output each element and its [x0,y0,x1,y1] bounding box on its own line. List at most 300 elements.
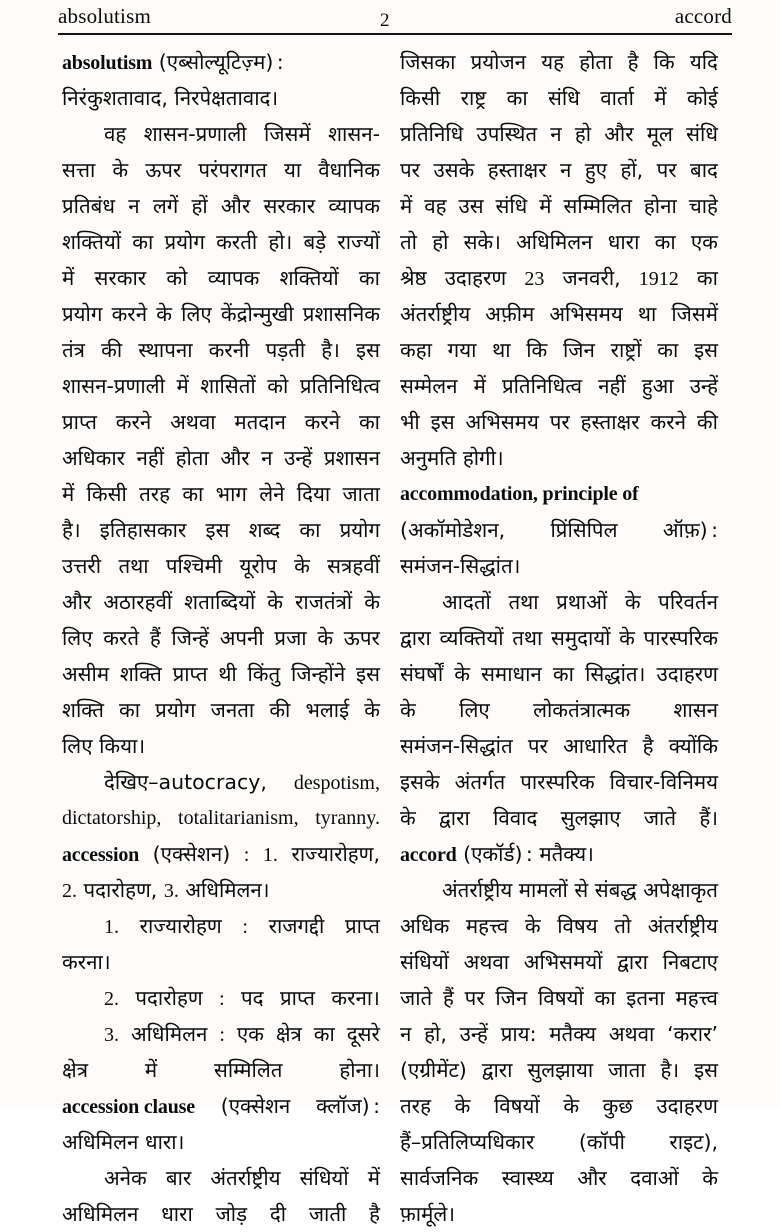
devanagari-text: क्षेत्र [62,1058,89,1082]
devanagari-text: कि [526,338,548,362]
devanagari-text: एक [690,230,718,254]
devanagari-text: उपस्थित [476,122,538,146]
text-line [62,620,380,656]
roman-text: : [219,1024,225,1046]
roman-text: 1. [104,916,119,938]
devanagari-text: (एक्सेशन) [152,842,231,866]
devanagari-text: प्राप्त [62,410,97,434]
devanagari-text: ऊपर [343,626,380,650]
devanagari-text: समंजन-सिद्धांत। [400,554,521,578]
devanagari-text: राइट), [669,1130,718,1154]
text-line [400,944,718,980]
devanagari-text: अपेक्षाकृत [643,878,718,902]
text-line [62,1196,380,1232]
devanagari-text: अभिसमय [549,302,623,326]
devanagari-text: इसके [400,770,440,794]
devanagari-text: करना। [62,950,111,974]
devanagari-text: धारा। [144,1130,185,1154]
devanagari-text: के [619,626,635,650]
devanagari-text: में [654,86,667,110]
text-line [62,764,380,800]
devanagari-text: नहीं [136,446,165,470]
devanagari-text: प्राय: [500,1022,537,1046]
devanagari-text: निरंकुशतावाद, [62,86,168,110]
devanagari-text: करना। [331,986,380,1010]
devanagari-text: ऊपर [145,158,182,182]
devanagari-text: अठारहवीं [103,590,173,614]
text-line [62,1124,380,1160]
devanagari-text: अंतर्राष्ट्रीय [647,914,718,938]
headword: accord [400,844,457,866]
devanagari-text: और [604,122,634,146]
devanagari-text: का [182,482,204,506]
devanagari-text: दिया [296,482,331,506]
devanagari-text: स्थापना [138,338,193,362]
devanagari-text: तंत्र [62,338,86,362]
devanagari-text: यदि [689,50,718,74]
text-line [400,1196,718,1232]
devanagari-text: शासन- [328,122,380,146]
text-line [400,224,718,260]
devanagari-text: है [627,50,639,74]
devanagari-text: अधिमिलन [62,1202,139,1226]
devanagari-text: के [156,302,172,326]
devanagari-text: में [144,1058,158,1082]
devanagari-text: समंजन-सिद्धांत [400,734,513,758]
devanagari-text: हुए [584,158,608,182]
page-number: 2 [380,10,390,31]
devanagari-text: मतैक्य। [539,842,594,866]
text-line [62,800,380,836]
devanagari-text: के [702,1166,718,1190]
devanagari-text: विषयों [493,1094,540,1118]
devanagari-text: दी [269,1202,287,1226]
devanagari-text: किसी [86,482,127,506]
devanagari-text: जनता [210,698,255,722]
text-line [400,440,718,476]
devanagari-text: पड़ती [265,338,306,362]
devanagari-text: जाता [608,1058,646,1082]
devanagari-text: का [552,662,574,686]
devanagari-text: पर [464,986,485,1010]
text-line [62,836,380,872]
devanagari-text: में [367,1166,380,1190]
devanagari-text: अधिकार [62,446,126,470]
devanagari-text: राजगद्दी [268,914,325,938]
devanagari-text: सत्ता [62,158,96,182]
text-line [62,1160,380,1196]
text-line [62,44,380,80]
devanagari-text: प्रजा [274,626,307,650]
roman-text: : [242,916,248,938]
devanagari-text: फ़ार्मूले। [400,1202,456,1226]
devanagari-text: सुलझाए [560,806,621,830]
devanagari-text: केंद्रोन्मुखी [220,302,294,326]
devanagari-text: के [400,806,416,830]
headword: absolutism [62,52,153,74]
devanagari-text: विषयों [537,986,584,1010]
devanagari-text: हस्ताक्षर [580,410,640,434]
text-line [62,656,380,692]
devanagari-text: थी [218,662,237,686]
devanagari-text: (एब्सोल्यूटिज़्म) : [158,50,284,74]
devanagari-text: सरकार [94,266,147,290]
devanagari-text: कि [653,50,675,74]
devanagari-text: निबटाए [662,950,718,974]
text-line [62,548,380,584]
text-line [62,728,380,764]
devanagari-text: बाद [690,158,718,182]
devanagari-text: मतदान [234,410,286,434]
roman-text: dictatorship, [62,807,162,829]
devanagari-text: है। [660,1058,680,1082]
text-line [400,116,718,152]
text-line [62,116,380,152]
devanagari-text: का [119,698,141,722]
devanagari-text: की [269,698,291,722]
devanagari-text: न [261,446,273,470]
devanagari-text: उसके [433,158,475,182]
devanagari-text: सम्मिलित [214,1058,283,1082]
running-head [58,4,732,34]
devanagari-text: से [574,878,589,902]
text-line [400,980,718,1016]
devanagari-text: के [267,590,284,614]
devanagari-text: होना। [339,1058,380,1082]
roman-text: 2. [62,880,77,902]
column-right [400,44,718,1232]
devanagari-text: लेने [259,482,285,506]
devanagari-text: के [454,1094,471,1118]
devanagari-text: था [637,302,657,326]
text-line [400,368,718,404]
devanagari-text: संबद्ध [594,878,637,902]
devanagari-text: का [696,266,718,290]
devanagari-text: ऑफ़) : [662,518,718,542]
devanagari-text: राज्यों [337,230,380,254]
devanagari-text: जनवरी, [562,266,621,290]
roman-text: 3. [104,1024,119,1046]
text-line [400,692,718,728]
devanagari-text: की [101,338,123,362]
devanagari-text: में [176,374,189,398]
running-head-right: accord [674,4,732,28]
devanagari-text: का [132,230,154,254]
devanagari-text: संधि [548,86,580,110]
text-line [62,1052,380,1088]
roman-text: totalitarianism, [178,807,299,829]
devanagari-text: सरकार [263,194,316,218]
devanagari-text: होना [643,194,677,218]
devanagari-text: ‘करार’ [667,1022,718,1046]
devanagari-text: प्रतिबंध [62,194,115,218]
devanagari-text: अधिमिलन [516,230,593,254]
devanagari-text: विवाद [493,806,538,830]
devanagari-text: करने [111,302,148,326]
devanagari-text: क्योंकि [668,734,718,758]
devanagari-text: प्रशासनिक [302,302,380,326]
devanagari-text: अथवा [463,950,510,974]
devanagari-text: इस [356,662,380,686]
devanagari-text: सके। [463,230,501,254]
devanagari-text: अधिमिलन [62,1130,139,1154]
devanagari-text: है [369,1202,380,1226]
devanagari-text: सुलझाया [527,1058,594,1082]
devanagari-text: में [539,194,552,218]
devanagari-text: पर [527,734,548,758]
devanagari-text: जाती [308,1202,347,1226]
text-line [400,1160,718,1196]
devanagari-text: असीम [62,662,110,686]
devanagari-text: करनी [208,338,250,362]
devanagari-text: अफ़ीम [485,302,535,326]
devanagari-text: प्रयोग [339,518,380,542]
text-line [62,1016,380,1052]
devanagari-text: वैधानिक [318,158,380,182]
devanagari-text: (एग्रीमेंट) [400,1058,467,1082]
devanagari-text: जिन्होंने [291,662,346,686]
text-columns [0,44,780,1226]
devanagari-text: समुदायों [550,626,611,650]
devanagari-text: राष्ट्रों [610,338,642,362]
devanagari-text: हो [432,230,449,254]
devanagari-text: जिसमें [264,122,311,146]
devanagari-text: न [550,122,562,146]
devanagari-text: भलाई [305,698,350,722]
devanagari-text: होता [175,446,209,470]
devanagari-text: करती [216,230,258,254]
devanagari-text: शक्ति [119,662,162,686]
text-line [62,260,380,296]
devanagari-text: बार [165,1166,192,1190]
devanagari-text: लिए [62,626,93,650]
devanagari-text: संधियों [400,950,449,974]
devanagari-text: शब्द [248,518,281,542]
devanagari-text: किसी [400,86,441,110]
devanagari-text: अधिक [400,914,450,938]
text-line [400,764,718,800]
devanagari-text: होता [579,50,613,74]
devanagari-text: प्रिंसिपिल [550,518,618,542]
devanagari-text: हुआ [641,374,674,398]
devanagari-text: तो [614,914,632,938]
text-line [400,512,718,548]
text-line [400,656,718,692]
devanagari-text: पारस्परिक [520,770,595,794]
devanagari-text: विषय [557,914,598,938]
devanagari-text: (अकॉमोडेशन, [400,518,506,542]
devanagari-text: इस [694,1058,718,1082]
devanagari-text: का [313,1022,335,1046]
devanagari-text: अंतर्राष्ट्रीय [400,302,471,326]
text-line [400,332,718,368]
devanagari-text: उन्हें [284,446,313,470]
devanagari-text: होगी। [462,446,504,470]
devanagari-text: हैं–प्रतिलिप्यधिकार [400,1130,535,1154]
text-line [62,584,380,620]
devanagari-text: आदतों [442,590,491,614]
text-line [400,476,718,512]
devanagari-text: हैं [442,986,454,1010]
devanagari-text: लिए [181,302,212,326]
devanagari-text: और [220,194,251,218]
devanagari-text: है। [321,338,340,362]
devanagari-text: मामलों [518,878,568,902]
devanagari-text: तथा [512,626,543,650]
devanagari-text: कोई [686,86,718,110]
devanagari-text: और [220,446,250,470]
devanagari-text: परिवर्तन [658,590,718,614]
devanagari-text: शक्तियों [279,266,339,290]
devanagari-text: प्रतिनिधि [400,122,464,146]
text-line [62,872,380,908]
devanagari-text: तरह [400,1094,431,1118]
devanagari-text: प्रथाओं [556,590,608,614]
text-line [400,728,718,764]
text-line [62,980,380,1016]
headword: accession clause [62,1096,195,1118]
text-line [400,44,718,80]
text-line [62,404,380,440]
devanagari-text: अभिसमय [465,410,539,434]
devanagari-text: वह [104,122,127,146]
devanagari-text: व्यक्तियों [439,626,504,650]
devanagari-text: स्वास्थ्य [501,1166,554,1190]
devanagari-text: संधि [686,122,718,146]
text-line [400,1052,718,1088]
devanagari-text: दवाओं [630,1166,679,1190]
text-line [62,692,380,728]
devanagari-text: अथवा [170,410,216,434]
text-line [400,800,718,836]
devanagari-text: करने [304,410,341,434]
devanagari-text: सम्मेलन [400,374,458,398]
devanagari-text: हैं। [699,806,718,830]
devanagari-text: किया। [99,734,146,758]
devanagari-text: जिन्हें [171,626,209,650]
devanagari-text: में [62,266,75,290]
text-line [400,1088,718,1124]
devanagari-text: अंतर्राष्ट्रीय [442,878,513,902]
devanagari-text: लोकतंत्रात्मक [533,698,631,722]
devanagari-text: प्रयोजन [470,50,527,74]
devanagari-text: राज्यारोहण, [291,842,380,866]
devanagari-text: व्यापक [328,194,380,218]
devanagari-text: का [657,338,679,362]
header-divider [58,33,732,35]
devanagari-text: भी [400,410,420,434]
text-line [62,296,380,332]
devanagari-text: हों [191,194,208,218]
devanagari-text: जिन [495,986,528,1010]
text-line [400,188,718,224]
devanagari-text: उन्हें [459,1022,488,1046]
devanagari-text: प्रतिनिधित्व [501,374,583,398]
devanagari-text: तथा [508,590,539,614]
devanagari-text: पदारोहण, [83,878,158,902]
devanagari-text: मूल [646,122,673,146]
devanagari-text: के [364,698,380,722]
roman-text: 1912 [638,268,679,290]
text-line [62,440,380,476]
devanagari-text: अंतर्राष्ट्रीय [210,1166,281,1190]
text-line [62,944,380,980]
devanagari-text: परंपरागत [198,158,267,182]
roman-text: 2. [104,988,119,1010]
devanagari-text: तरह [139,482,171,506]
text-line [62,368,380,404]
devanagari-text: पारस्परिक [643,626,718,650]
text-line [400,872,718,908]
devanagari-text: जोड़ [215,1202,248,1226]
devanagari-text: या [284,158,302,182]
devanagari-text: प्रयोग [164,230,205,254]
text-line [62,512,380,548]
devanagari-text: किंतु [247,662,281,686]
devanagari-text: अधिमिलन। [185,878,270,902]
devanagari-text: अधिमिलन [130,1022,208,1046]
devanagari-text: में [473,374,486,398]
roman-text: despotism, [293,772,380,794]
devanagari-text: प्राप्त [279,986,315,1010]
devanagari-text: भाग [215,482,247,506]
devanagari-text: संधि [495,194,528,218]
devanagari-text: उदाहरण [656,1094,718,1118]
devanagari-text: जिन [563,338,595,362]
devanagari-text: और [62,590,92,614]
text-line [62,188,380,224]
devanagari-text: लगें [152,194,179,218]
devanagari-text: (एक्सेशन [220,1094,291,1118]
devanagari-text: द्वारा [617,950,648,974]
text-line [400,152,718,188]
devanagari-text: अथवा [608,1022,655,1046]
devanagari-text: जाते [400,986,433,1010]
text-line [400,296,718,332]
devanagari-text: लिए [62,734,93,758]
devanagari-text: कहा [400,338,432,362]
roman-text: 3. [163,880,179,902]
devanagari-text: शक्ति [62,698,104,722]
devanagari-text: जाते [643,806,677,830]
column-left [62,44,380,1232]
devanagari-text: इतिहासकार [99,518,187,542]
devanagari-text: सम्मिलित [563,194,632,218]
roman-text: : [219,988,225,1010]
devanagari-text: का [358,266,380,290]
devanagari-text: महत्त्व [465,914,509,938]
devanagari-text: यूरोप [239,554,277,578]
text-line [62,152,380,188]
devanagari-text: शासन [673,698,718,722]
devanagari-text: न [400,1022,412,1046]
devanagari-text: अनेक [104,1166,147,1190]
text-line [400,584,718,620]
devanagari-text: समाधान [481,662,542,686]
devanagari-text: पदारोहण [135,986,203,1010]
devanagari-text: उस [458,194,484,218]
roman-text: : [243,844,250,866]
running-head-left: absolutism [58,4,152,28]
devanagari-text: क्लॉज) : [316,1094,380,1118]
devanagari-text: विचार-विनिमय [609,770,718,794]
devanagari-text: में [400,194,413,218]
devanagari-text: संधियों [299,1166,349,1190]
devanagari-text: अंतर्गत [454,770,506,794]
text-line [400,404,718,440]
devanagari-text: महत्त्व [675,986,718,1010]
devanagari-text: प्राप्त [344,914,380,938]
